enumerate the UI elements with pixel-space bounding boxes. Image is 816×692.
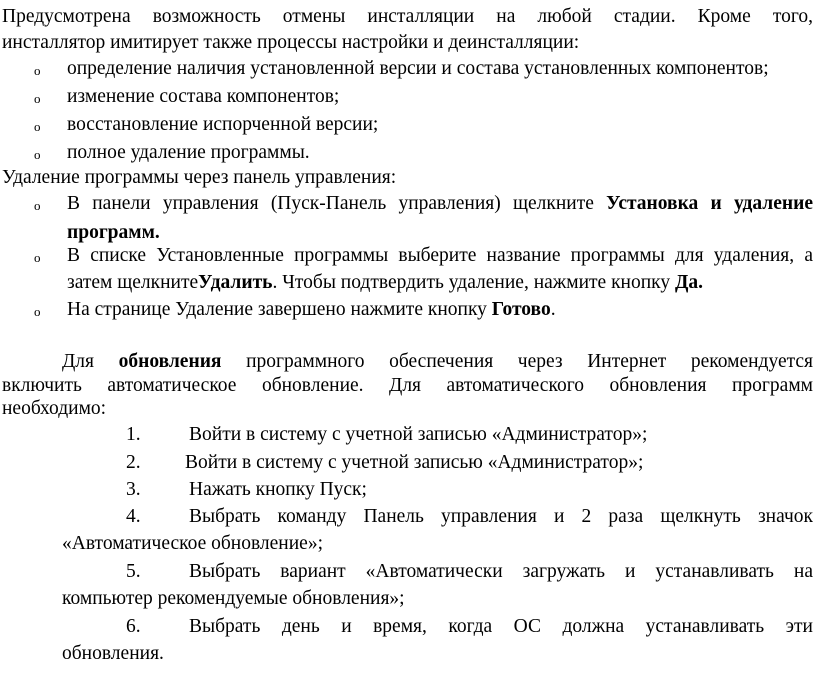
- list-item: изменение состава компонентов;: [67, 86, 340, 107]
- removal-step-3-text-a: На странице Удаление завершено нажмите кнопку: [67, 299, 492, 320]
- removal-step-1-bold: Установка и удаление: [606, 193, 813, 214]
- update-step-5-line-1: Выбрать вариант «Автоматически загружать и устанавливать на: [189, 561, 813, 582]
- bullet-icon: o: [34, 147, 41, 162]
- removal-step-2-bold-b: Да.: [675, 272, 704, 293]
- intro-line-2: инсталлятор имитирует также процессы настройки и деинсталляции:: [2, 32, 580, 53]
- update-step-6-line-2: обновления.: [62, 643, 164, 664]
- removal-step-2-text-b: . Чтобы подтвердить удаление, нажмите кнопку: [272, 272, 675, 293]
- list-item: восстановление испорченной версии;: [67, 114, 379, 135]
- update-step-1: Войти в систему с учетной записью «Администратор»;: [189, 424, 648, 445]
- step-number: 1.: [126, 424, 141, 445]
- step-number: 5.: [126, 561, 141, 582]
- removal-step-1-text: В панели управления (Пуск-Панель управления) щелкните: [67, 193, 607, 214]
- update-text-pre: Для: [62, 351, 119, 372]
- update-text-bold: обновления: [118, 351, 222, 372]
- update-text-post: программного обеспечения через Интернет рекомендуется: [221, 351, 813, 372]
- update-step-4-line-2: «Автоматическое обновление»;: [62, 533, 324, 554]
- bullet-icon: o: [34, 250, 41, 265]
- removal-heading: Удаление программы через панель управления:: [2, 167, 397, 188]
- intro-line-1: Предусмотрена возможность отмены инсталляции на любой стадии. Кроме того,: [2, 6, 813, 27]
- removal-step-1-cont: [67, 222, 160, 244]
- removal-step-2-bold-a: Удалить: [198, 272, 273, 293]
- removal-step-2-line-1: В списке Установленные программы выберите название программы для удаления, а: [67, 245, 813, 266]
- list-item: полное удаление программы.: [67, 142, 310, 163]
- bullet-icon: o: [34, 198, 41, 213]
- step-number: 4.: [126, 506, 141, 527]
- step-number: 6.: [126, 616, 141, 637]
- list-item: определение наличия установленной версии и состава установленных компонентов;: [67, 58, 769, 79]
- bullet-icon: o: [34, 304, 41, 319]
- step-number: 2.: [126, 452, 141, 473]
- update-step-4-line-1: Выбрать команду Панель управления и 2 раза щелкнуть значок: [189, 506, 813, 527]
- removal-step-1-bold-cont: программ.: [67, 222, 160, 243]
- update-step-6-line-1: Выбрать день и время, когда ОС должна устанавливать эти: [189, 616, 813, 637]
- update-paragraph-line-1: [62, 351, 813, 373]
- removal-step-2-text-a: затем щелкните: [67, 272, 199, 293]
- removal-step-2-line-2: [67, 272, 703, 294]
- removal-step-3: [67, 299, 556, 321]
- bullet-icon: o: [34, 91, 41, 106]
- bullet-icon: o: [34, 63, 41, 78]
- update-step-3: Нажать кнопку Пуск;: [189, 479, 367, 500]
- bullet-icon: o: [34, 119, 41, 134]
- step-number: 3.: [126, 479, 141, 500]
- removal-step-1: [67, 193, 813, 215]
- removal-step-3-bold: Готово: [491, 299, 551, 320]
- removal-step-3-text-b: .: [550, 299, 556, 320]
- update-paragraph-line-3: необходимо:: [2, 398, 107, 419]
- update-paragraph-line-2: включить автоматическое обновление. Для автоматического обновления программ: [2, 375, 813, 396]
- update-step-2: Войти в систему с учетной записью «Администратор»;: [185, 452, 644, 473]
- update-step-5-line-2: компьютер рекомендуемые обновления»;: [62, 588, 405, 609]
